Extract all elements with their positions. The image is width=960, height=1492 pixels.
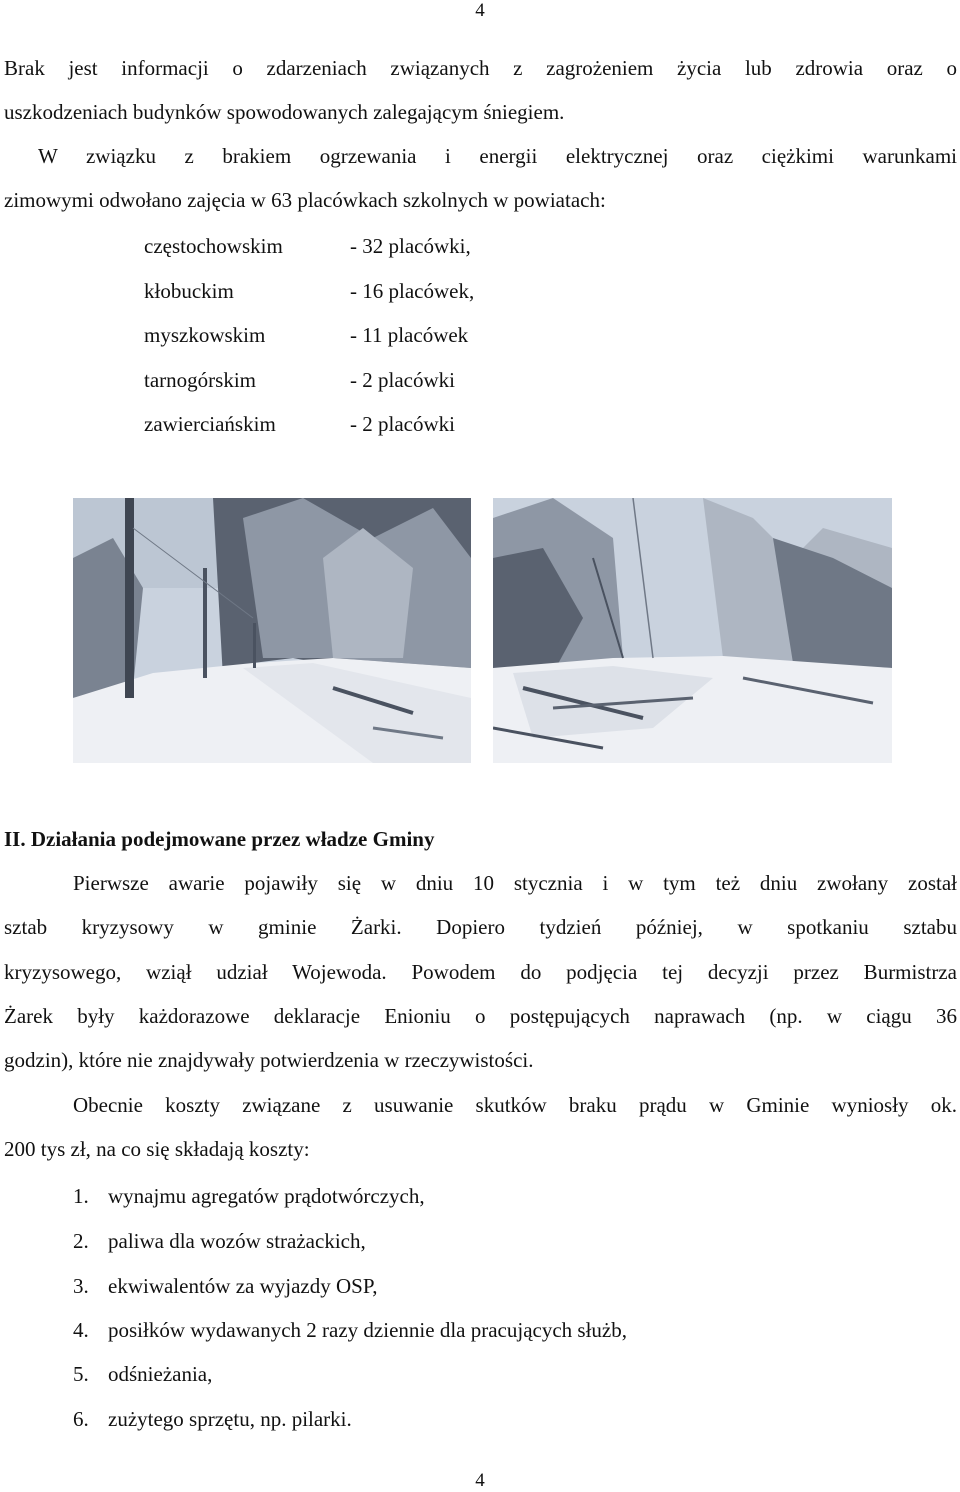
district-name: myszkowskim xyxy=(144,323,266,347)
district-count: - 2 placówki xyxy=(350,368,455,392)
cost-list-text: ekwiwalentów za wyjazdy OSP, xyxy=(108,1274,378,1298)
cost-list-item xyxy=(73,1184,425,1209)
paragraph-2-line-1: W związku z brakiem ogrzewania i energii elektrycznej oraz ciężkimi warunkami xyxy=(38,144,957,168)
cost-list-text: wynajmu agregatów prądotwórczych, xyxy=(108,1184,425,1208)
district-count: - 2 placówki xyxy=(350,412,455,436)
photo-snowy-forest-fallen-trees-2 xyxy=(493,498,892,763)
cost-list-number: 3. xyxy=(73,1274,89,1298)
district-name: zawierciańskim xyxy=(144,412,276,436)
district-count: - 16 placówek, xyxy=(350,279,475,303)
section-heading: II. Działania podejmowane przez władze Gminy xyxy=(4,827,435,851)
paragraph-3-line-1: Pierwsze awarie pojawiły się w dniu 10 stycznia i w tym też dniu zwołany został xyxy=(73,871,957,895)
paragraph-4-line-2: 200 tys zł, na co się składają koszty: xyxy=(4,1137,310,1161)
cost-list-item xyxy=(73,1407,352,1432)
cost-list-number: 2. xyxy=(73,1229,89,1253)
cost-list-item xyxy=(73,1229,366,1254)
paragraph-3-line-4: Żarek były każdorazowe deklaracje Enioniu o postępujących naprawach (np. w ciągu 36 xyxy=(4,1004,957,1028)
photo-snowy-forest-power-line-1 xyxy=(73,498,471,763)
cost-list-item xyxy=(73,1362,212,1387)
cost-list-text: odśnieżania, xyxy=(108,1362,213,1386)
cost-list-number: 5. xyxy=(73,1362,89,1386)
cost-list-number: 1. xyxy=(73,1184,89,1208)
cost-list-item xyxy=(73,1274,377,1299)
district-count: - 11 placówek xyxy=(350,323,469,347)
cost-list-text: zużytego sprzętu, np. pilarki. xyxy=(108,1407,352,1431)
paragraph-3-line-3: kryzysowego, wziął udział Wojewoda. Powodem do podjęcia tej decyzji przez Burmistrza xyxy=(4,960,957,984)
district-name: tarnogórskim xyxy=(144,368,256,392)
district-count: - 32 placówki, xyxy=(350,234,471,258)
cost-list-number: 6. xyxy=(73,1407,89,1431)
district-name: częstochowskim xyxy=(144,234,283,258)
page-number-top: 4 xyxy=(475,0,485,21)
cost-list-text: paliwa dla wozów strażackich, xyxy=(108,1229,366,1253)
paragraph-1-line-2: uszkodzeniach budynków spowodowanych zalegającym śniegiem. xyxy=(4,100,565,124)
paragraph-1-line-1: Brak jest informacji o zdarzeniach związanych z zagrożeniem życia lub zdrowia oraz o xyxy=(4,56,957,80)
page-number-bottom: 4 xyxy=(475,1470,485,1491)
cost-list-text: posiłków wydawanych 2 razy dziennie dla pracujących służb, xyxy=(108,1318,627,1342)
paragraph-3-line-2: sztab kryzysowy w gminie Żarki. Dopiero tydzień później, w spotkaniu sztabu xyxy=(4,915,957,939)
paragraph-4-line-1: Obecnie koszty związane z usuwanie skutków braku prądu w Gminie wyniosły ok. xyxy=(73,1093,957,1117)
district-name: kłobuckim xyxy=(144,279,234,303)
paragraph-3-line-5: godzin), które nie znajdywały potwierdzenia w rzeczywistości. xyxy=(4,1048,534,1072)
paragraph-2-line-2: zimowymi odwołano zajęcia w 63 placówkach szkolnych w powiatach: xyxy=(4,188,606,212)
cost-list-number: 4. xyxy=(73,1318,89,1342)
cost-list-item xyxy=(73,1318,627,1343)
